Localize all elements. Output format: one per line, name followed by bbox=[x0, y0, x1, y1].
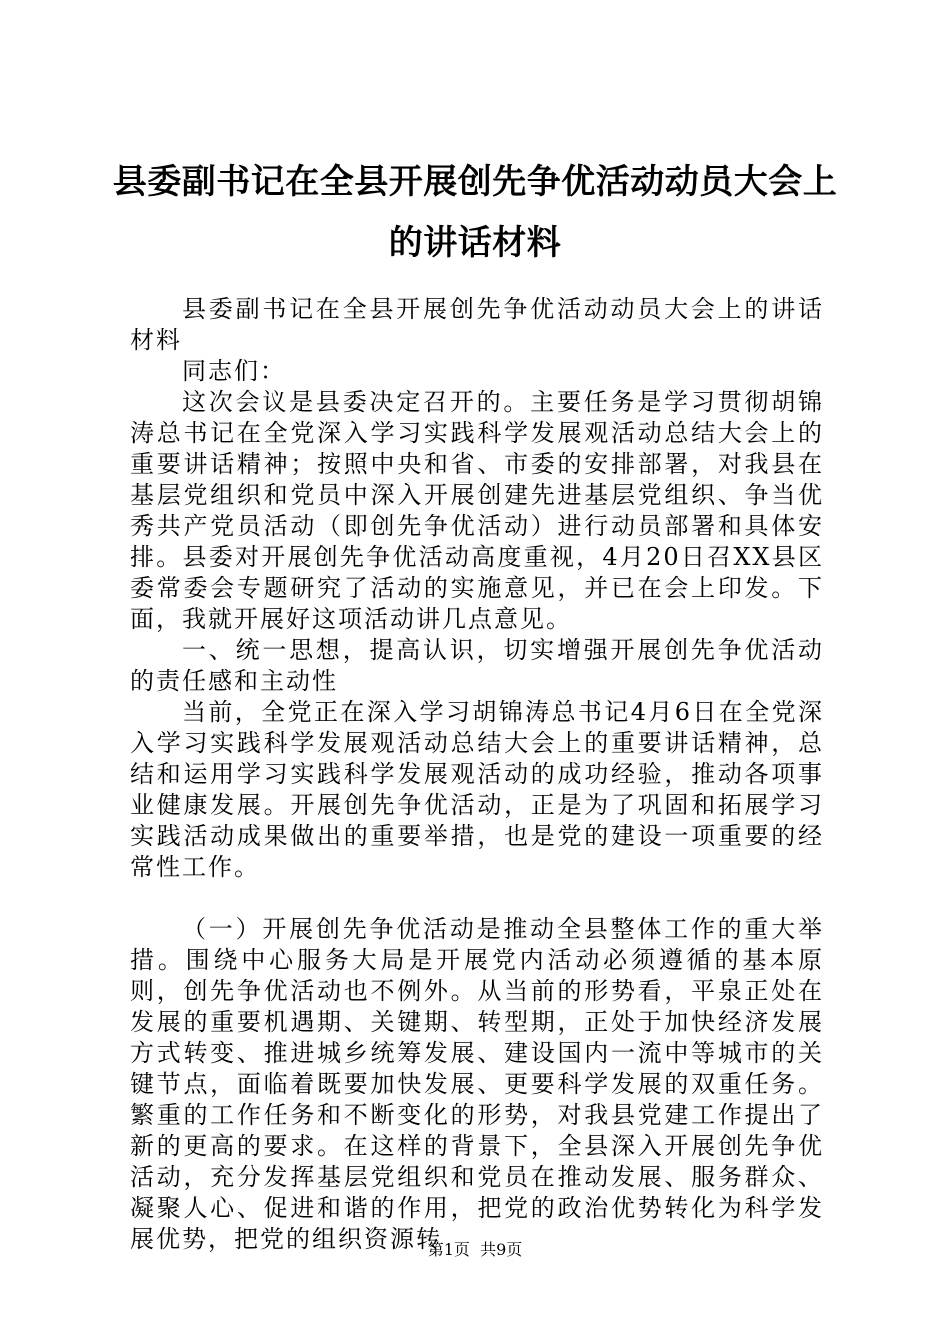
page-total: 共9页 bbox=[480, 1240, 523, 1259]
body-paragraph: 这次会议是县委决定召开的。主要任务是学习贯彻胡锦涛总书记在全党深入学习实践科学发展观活动总结大会上的重要讲话精神；按照中央和省、市委的安排部署，对我县在基层党组织和党员中深入开展创建先进基层党组织、争当优秀共产党员活动（即创先争优活动）进行动员部署和具体安排。县委对开展创先争优活动高度重视，4月20日召XX县区委常委会专题研究了活动的实施意见，并已在会上印发。下面，我就开展好这项活动讲几点意见。 bbox=[130, 388, 824, 633]
subtitle-paragraph: 县委副书记在全县开展创先争优活动动员大会上的讲话材料 bbox=[130, 295, 824, 354]
document-title: 县委副书记在全县开展创先争优活动动员大会上的讲话材料 bbox=[112, 162, 838, 263]
document-body bbox=[130, 294, 824, 1255]
salutation-paragraph: 同志们： bbox=[182, 357, 286, 385]
body-paragraph: 当前，全党正在深入学习胡锦涛总书记4月6日在全党深入学习实践科学发展观活动总结大会上的重要讲话精神，总结和运用学习实践科学发展观活动的成功经验，推动各项事业健康发展。开展创先争优活动，正是为了巩固和拓展学习实践活动成果做出的重要举措，也是党的建设一项重要的经常性工作。 bbox=[130, 698, 824, 881]
section-heading: 一、统一思想，提高认识，切实增强开展创先争优活动的责任感和主动性 bbox=[130, 636, 824, 695]
body-paragraph: （一）开展创先争优活动是推动全县整体工作的重大举措。围绕中心服务大局是开展党内活动必须遵循的基本原则，创先争优活动也不例外。从当前的形势看，平泉正处在发展的重要机遇期、关键期、转型期，正处于加快经济发展方式转变、推进城乡统筹发展、建设国内一流中等城市的关键节点，面临着既要加快发展、更要科学发展的双重任务。繁重的工作任务和不断变化的形势，对我县党建工作提出了新的更高的要求。在这样的背景下，全县深入开展创先争优活动，充分发挥基层党组织和党员在推动发展、服务群众、凝聚人心、促进和谐的作用，把党的政治优势转化为科学发展优势，把党的组织资源转 bbox=[130, 915, 824, 1253]
page-footer bbox=[0, 1239, 950, 1261]
page-number: 第1页 bbox=[427, 1240, 470, 1259]
